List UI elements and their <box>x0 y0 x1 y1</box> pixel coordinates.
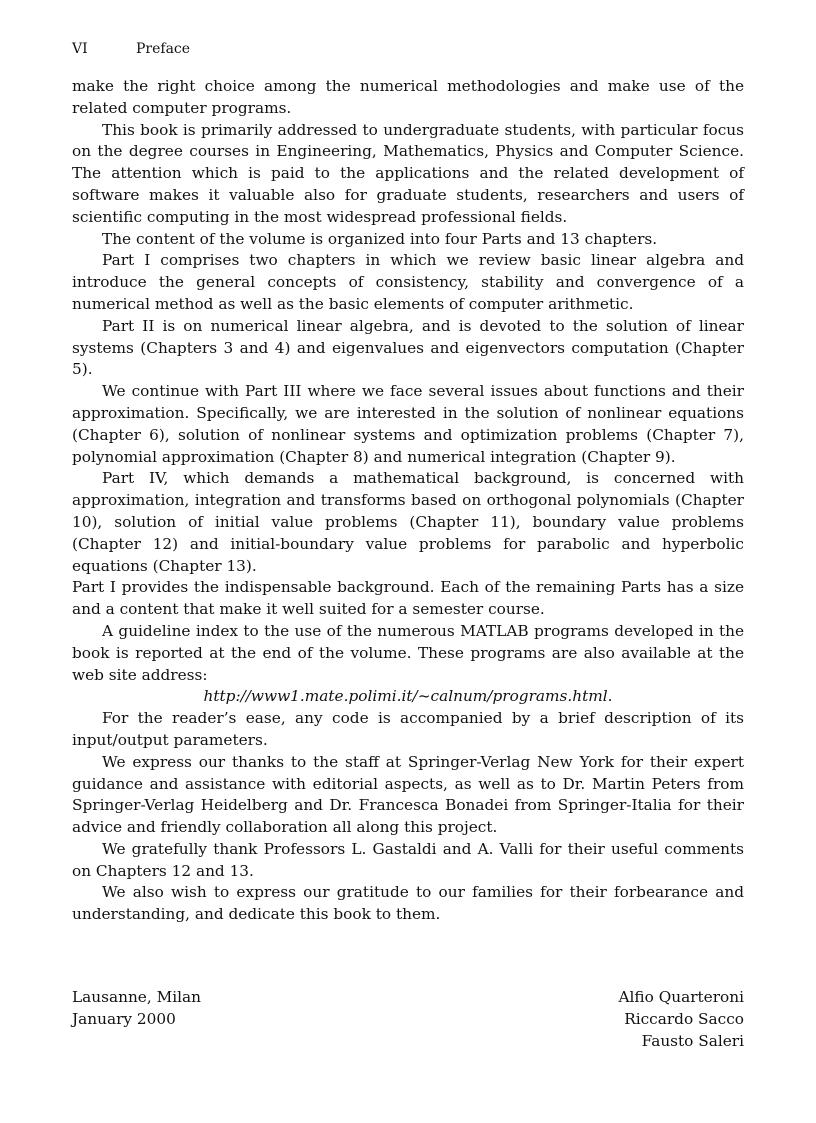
paragraph-families: We also wish to express our gratitude to our families for their forbearance and understanding, and dedicate this book to them. <box>72 883 744 924</box>
paragraph-part-two: Part II is on numerical linear algebra, and is devoted to the solution of linear systems (Chapters 3 and 4) and eigenvalues and eigenvectors computation (Chapter 5). <box>72 316 744 379</box>
paragraph-background: Part I provides the indispensable background. Each of the remaining Parts has a size and a content that make it well suited for a semester course. <box>72 578 744 619</box>
preface-body <box>72 76 744 926</box>
paragraph-part-three: We continue with Part III where we face several issues about functions and their approximation. Specifically, we are interested in the solution of nonlinear equations (Chapter 6), solution of nonlinear systems and optimization problems (Chapter 7), polynomial approximation (Chapter 8) and numerical integration (Chapter 9). <box>72 382 744 466</box>
paragraph-organization: The content of the volume is organized into four Parts and 13 chapters. <box>102 229 658 248</box>
place: Lausanne, Milan <box>72 988 202 1006</box>
paragraph-thanks-professors: We gratefully thank Professors L. Gastaldi and A. Valli for their useful comments on Chapters 12 and 13. <box>72 839 744 880</box>
date: January 2000 <box>72 1009 176 1028</box>
author-name: Riccardo Sacco <box>624 1009 744 1028</box>
paragraph-continuation: make the right choice among the numerical methodologies and make use of the related computer programs. <box>72 77 744 117</box>
paragraph-part-one: Part I comprises two chapters in which we review basic linear algebra and introduce the general concepts of consistency, stability and convergence of a numerical method as well as the basic elements of computer arithmetic. <box>72 251 744 313</box>
section-title: Preface <box>136 41 191 57</box>
paragraph-matlab: A guideline index to the use of the numerous MATLAB programs developed in the book is reported at the end of the volume. These programs are also available at the web site address: <box>72 621 744 684</box>
paragraph-code: For the reader’s ease, any code is accompanied by a brief description of its input/output parameters. <box>72 709 744 749</box>
running-head <box>72 40 744 58</box>
page-number: VI <box>72 41 88 57</box>
place-date <box>72 987 201 1052</box>
author-name: Alfio Quarteroni <box>618 988 744 1006</box>
paragraph-audience: This book is primarily addressed to undergraduate students, with particular focus on the degree courses in Engineering, Mathematics, Physics and Computer Science. The attention which is paid to the applications and the related development of software makes it valuable also for graduate students, researchers and users of scientific computing in the most widespread professional fields. <box>72 120 744 226</box>
authors <box>618 987 744 1052</box>
programs-url-link[interactable]: http://www1.mate.polimi.it/~calnum/programs.html. <box>203 687 613 706</box>
author-name: Fausto Saleri <box>641 1031 744 1050</box>
paragraph-thanks-springer: We express our thanks to the staff at Springer-Verlag New York for their expert guidance and assistance with editorial aspects, as well as to Dr. Martin Peters from Springer-Verlag Heidelberg and Dr. Francesca Bonadei from Springer-Italia for their advice and friendly collaboration all along this project. <box>72 752 744 837</box>
paragraph-part-four: Part IV, which demands a mathematical background, is concerned with approximation, integration and transforms based on orthogonal polynomials (Chapter 10), solution of initial value problems (Chapter 11), boundary value problems (Chapter 12) and initial-boundary value problems for parabolic and hyperbolic equations (Chapter 13). <box>72 469 744 575</box>
signature-block <box>72 987 744 1052</box>
